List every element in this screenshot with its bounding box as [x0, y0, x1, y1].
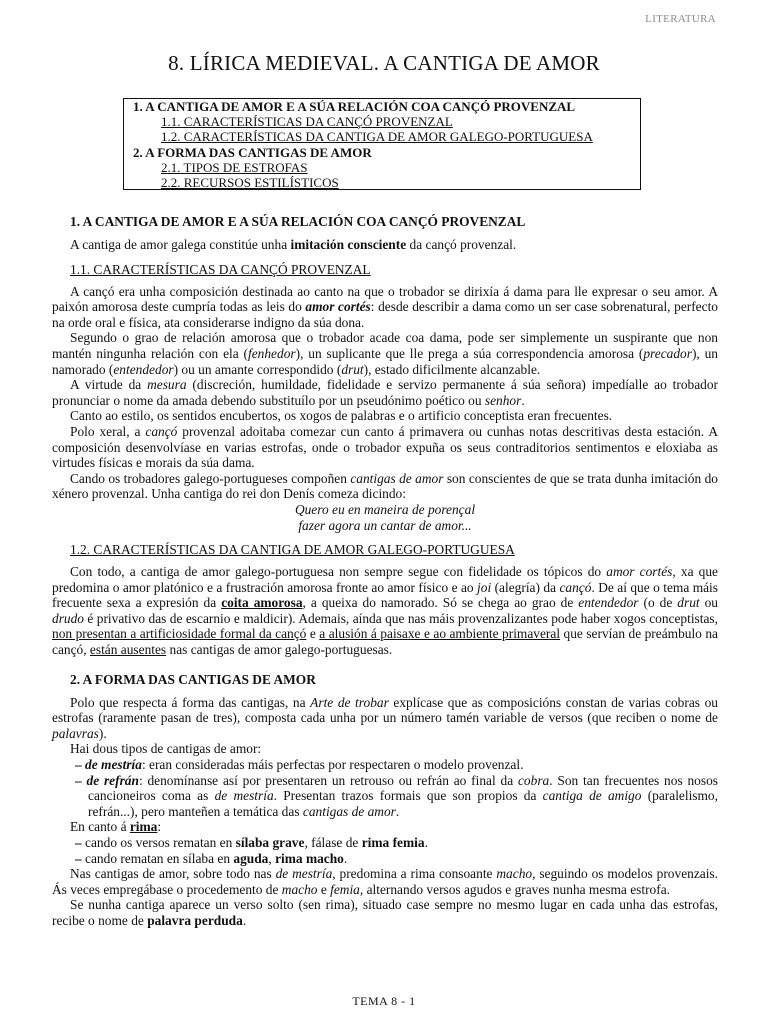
list-item: – de mestría: eran consideradas máis perfectas por respectaren o modelo provenzal. — [75, 757, 524, 773]
paragraph: Nas cantigas de amor, sobre todo nas de mestría, predomina a rima consoante macho, seguindo os modelos provenzais. Ás veces empregábase o procedemento de macho e femia, alternando versos agudos e graves nunha mesma estrofa. — [52, 866, 718, 897]
toc-item[interactable]: 2.2. RECURSOS ESTILÍSTICOS — [161, 175, 339, 191]
running-header: LITERATURA — [645, 13, 716, 25]
paragraph: Polo xeral, a cançó provenzal adoitaba comezar cun canto á primavera ou cunhas notas descritivas desta estación. A composición desenvolvíase en varias estrofas, onde o trobador expuña os seus contraditorios sentimentos e eloxiaba as virtudes físicas e morais da súa dama. — [52, 423, 719, 471]
page-footer: TEMA 8 - 1 — [352, 994, 416, 1008]
paragraph: A virtude da mesura (discreción, humildade, fidelidade e servizo permanente á súa señora) impedíalle ao trobador pronunciar o nome da amada debendo substituílo por un pseudónimo poético ou senhor. — [52, 377, 718, 408]
paragraph: Con todo, a cantiga de amor galego-portuguesa non sempre segue con fidelidade os tópicos do amor cortés, xa que predomina o amor platónico e a frustración amorosa fronte ao amor físico e ao joi (alegría) da cançó. De aí que o tema máis frecuente sexa a expresión da coita amorosa, a queixa do namorado. Só se chega ao grao de entendedor (o de drut ou drudo é privativo das de escarnio e maldicir). Ademais, aínda que nas máis provenzalizantes pode haber xogos conceptistas, non presentan a artificiosidade formal da cançó e a alusión á paisaxe e ao ambiente primaveral que servían de preámbulo na cançó, están ausentes nas cantigas de amor galego-portuguesas. — [52, 564, 718, 658]
section-heading: 1. A CANTIGA DE AMOR E A SÚA RELACIÓN COA CANÇÓ PROVENZAL — [70, 214, 526, 229]
subsection-heading: 1.1. CARACTERÍSTICAS DA CANÇÓ PROVENZAL — [70, 261, 371, 277]
paragraph: A cantiga de amor galega constitúe unha imitación consciente da cançó provenzal. — [70, 237, 517, 252]
paragraph: A cançó era unha composición destinada ao canto na que o trobador se dirixía á dama para lle expresar o seu amor. A paixón amorosa deste cumpría todas as leis do amor cortés: desde describir a dama como un ser case sobrenatural, perfecto na orde oral e física, ata considerarse indigno da súa dona. — [52, 283, 718, 330]
paragraph: Polo que respecta á forma das cantigas, na Arte de trobar explícase que as composicións constan de varias cobras ou estrofas (raramente pasan de tres), composta cada unha por un número tamén variable de versos (que reciben o nome de palavras). — [52, 694, 718, 741]
paragraph: Segundo o grao de relación amorosa que o trobador acade coa dama, pode ser simplemente un suspirante que non mantén ningunha relación con ela (fenhedor), un suplicante que lle prega a súa correspondencia amorosa (precador), un namorado (entendedor) ou un amante correspondido (drut), estado dificilmente alcanzable. — [52, 330, 718, 377]
list-item: – cando os versos rematan en sílaba grave, fálase de rima femia. — [75, 835, 428, 850]
paragraph: Se nunha cantiga aparece un verso solto (sen rima), situado case sempre no mesmo lugar en cada unha das estrofas, recibe o nome de palavra perduda. — [52, 897, 718, 928]
verse-line: fazer agora un cantar de amor... — [298, 517, 472, 533]
paragraph: Hai dous tipos de cantigas de amor: — [70, 741, 262, 757]
table-of-contents — [123, 98, 641, 190]
toc-item[interactable]: 2.1. TIPOS DE ESTROFAS — [161, 159, 308, 175]
page-title: 8. LÍRICA MEDIEVAL. A CANTIGA DE AMOR — [168, 51, 600, 75]
toc-item[interactable]: 2. A FORMA DAS CANTIGAS DE AMOR — [133, 144, 372, 160]
paragraph: Cando os trobadores galego-portugueses compoñen cantigas de amor son conscientes de que se trata dunha imitación do xénero provenzal. Unha cantiga do rei don Denís comeza dicindo: — [52, 470, 718, 502]
toc-item[interactable]: 1. A CANTIGA DE AMOR E A SÚA RELACIÓN COA CANÇÓ PROVENZAL — [133, 99, 576, 114]
list-item: – cando rematan en sílaba en aguda, rima macho. — [75, 850, 348, 866]
document-body — [52, 214, 718, 929]
subsection-heading: 1.2. CARACTERÍSTICAS DA CANTIGA DE AMOR GALEGO-PORTUGUESA — [70, 542, 515, 558]
list-item: – de refrán: denomínanse así por presentaren un retrouso ou refrán ao final da cobra. Son tan frecuentes nos nosos cancioneiros coma as de mestría. Presentan trazos formais que son propios da cantiga de amigo (paralelismo, refrán...), pero manteñen a temática das cantigas de amor. — [75, 772, 718, 819]
toc-item[interactable]: 1.1. CARACTERÍSTICAS DA CANÇÓ PROVENZAL — [161, 114, 453, 130]
paragraph: Canto ao estilo, os sentidos encubertos, os xogos de palabras e o artificio conceptista eran frecuentes. — [70, 408, 613, 424]
toc-item[interactable]: 1.2. CARACTERÍSTICAS DA CANTIGA DE AMOR GALEGO-PORTUGUESA — [161, 129, 593, 145]
verse-line: Quero eu en maneira de porençal — [294, 501, 476, 517]
section-heading: 2. A FORMA DAS CANTIGAS DE AMOR — [70, 671, 316, 687]
paragraph: En canto á rima: — [70, 819, 162, 835]
